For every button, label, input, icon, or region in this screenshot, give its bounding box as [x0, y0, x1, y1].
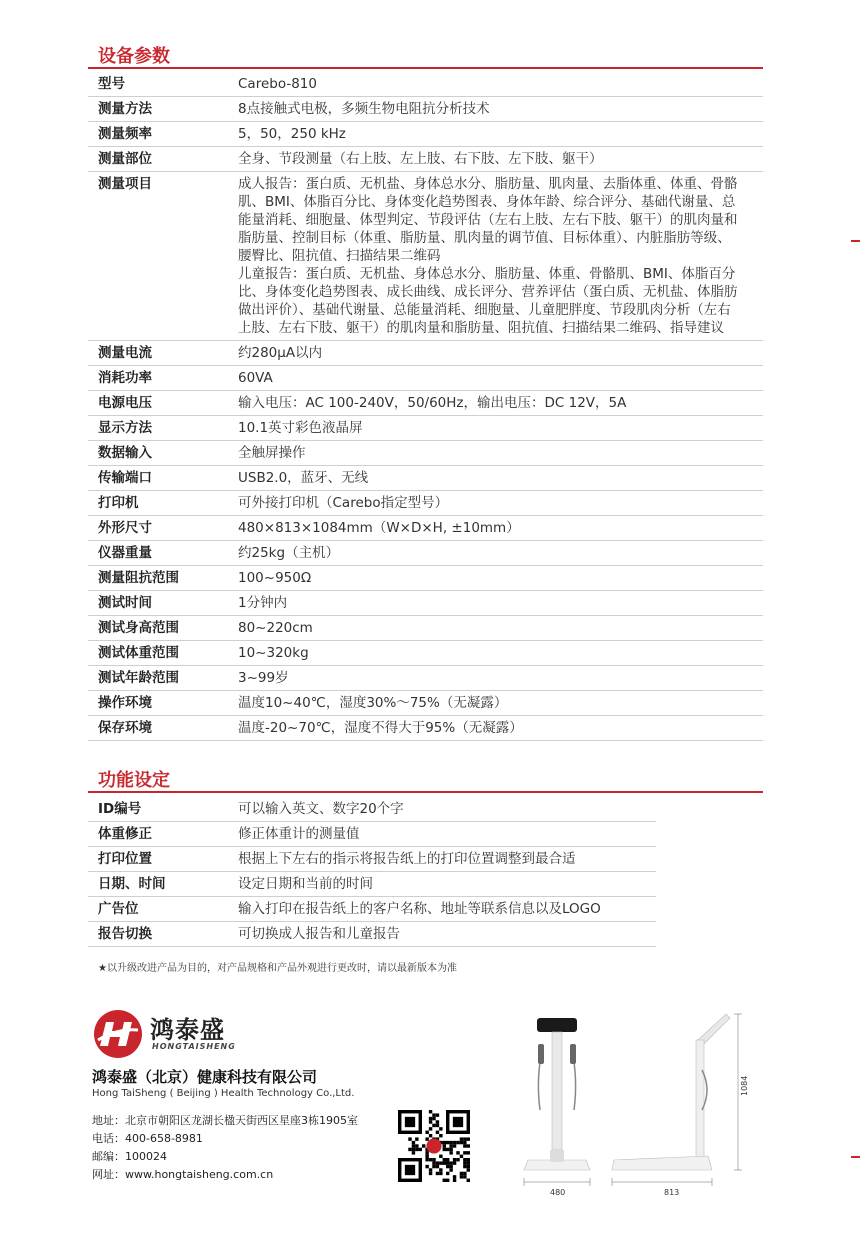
param-value	[238, 122, 763, 147]
param-value	[238, 97, 763, 122]
param-value	[238, 516, 763, 541]
param-row	[88, 491, 763, 516]
device-side-view	[612, 1014, 742, 1186]
brand-name-cn: 鸿泰盛	[150, 1016, 225, 1044]
param-value-line: 脂肪量、控制目标（体重、脂肪量、肌肉量的调节值、目标体重）、内脏脂肪等级、	[238, 230, 731, 246]
param-value-line: 约25kg（主机）	[238, 545, 340, 561]
param-row	[88, 666, 763, 691]
param-value-line: Carebo-810	[238, 76, 317, 92]
param-label: 仪器重量	[88, 541, 238, 566]
function-value: 输入打印在报告纸上的客户名称、地址等联系信息以及LOGO	[238, 897, 656, 922]
param-value-line: 上肢、左右下肢、躯干）的肌肉量和脂肪量、阻抗值、扫描结果二维码、指导建议	[238, 320, 724, 336]
param-value-line: 10~320kg	[238, 645, 309, 661]
function-row	[88, 872, 656, 897]
device-height-label: 1084	[740, 1075, 749, 1096]
param-row	[88, 341, 763, 366]
param-value-line: 8点接触式电极，多频生物电阻抗分析技术	[238, 101, 490, 117]
device-illustration	[516, 1010, 766, 1200]
function-row	[88, 847, 656, 872]
function-label: 报告切换	[88, 922, 238, 947]
param-value-line: USB2.0，蓝牙、无线	[238, 470, 369, 486]
param-value-line: 80~220cm	[238, 620, 313, 636]
param-value	[238, 466, 763, 491]
param-row	[88, 172, 763, 341]
param-value	[238, 591, 763, 616]
param-value-line: 温度10~40℃，湿度30%～75%（无凝露）	[238, 695, 508, 711]
param-row	[88, 616, 763, 641]
param-value	[238, 441, 763, 466]
param-value-line: 输入电压：AC 100-240V，50/60Hz，输出电压：DC 12V，5A	[238, 395, 627, 411]
disclaimer-note: ★以升级改进产品为目的，对产品规格和产品外观进行更改时，请以最新版本为准	[98, 963, 457, 974]
params-section-title: 设备参数	[98, 46, 170, 67]
function-value: 可切换成人报告和儿童报告	[238, 922, 656, 947]
param-label: 测量频率	[88, 122, 238, 147]
company-address: 地址：北京市朝阳区龙湖长楹天街西区星座3栋1905室	[92, 1114, 358, 1127]
param-label: 型号	[88, 72, 238, 97]
param-value-line: 成人报告：蛋白质、无机盐、身体总水分、脂肪量、肌肉量、去脂体重、体重、骨骼	[238, 176, 738, 192]
function-label: 体重修正	[88, 822, 238, 847]
param-value	[238, 691, 763, 716]
param-label: 消耗功率	[88, 366, 238, 391]
param-value-line: 能量消耗、细胞量、体型判定、节段评估（左右上肢、左右下肢、躯干）的肌肉量和	[238, 212, 738, 228]
param-value-line: 肌、BMI、体脂百分比、身体变化趋势图表、身体年龄、综合评分、基础代谢量、总	[238, 194, 736, 210]
param-label: 打印机	[88, 491, 238, 516]
functions-title-rule	[88, 791, 763, 793]
param-value-line: 480×813×1084mm（W×D×H, ±10mm）	[238, 520, 520, 536]
function-value: 修正体重计的测量值	[238, 822, 656, 847]
function-row	[88, 897, 656, 922]
device-depth-label: 813	[664, 1188, 680, 1197]
param-label: 操作环境	[88, 691, 238, 716]
param-value	[238, 147, 763, 172]
param-value-line: 100~950Ω	[238, 570, 312, 586]
param-label: 测量阻抗范围	[88, 566, 238, 591]
param-label: 测量方法	[88, 97, 238, 122]
param-label: 显示方法	[88, 416, 238, 441]
param-label: 测量项目	[88, 172, 238, 341]
param-value-line: 1分钟内	[238, 595, 288, 611]
param-row	[88, 466, 763, 491]
company-phone: 电话：400-658-8981	[92, 1132, 203, 1145]
param-value-line: 可外接打印机（Carebo指定型号）	[238, 495, 449, 511]
crop-mark	[851, 1156, 860, 1158]
crop-mark	[851, 240, 860, 242]
param-value	[238, 716, 763, 741]
param-row	[88, 591, 763, 616]
params-title-rule	[88, 67, 763, 69]
param-row	[88, 416, 763, 441]
param-label: 测试时间	[88, 591, 238, 616]
param-row	[88, 97, 763, 122]
param-value	[238, 72, 763, 97]
param-value-line: 腰臀比、阻抗值、扫描结果二维码	[238, 248, 441, 264]
function-value: 根据上下左右的指示将报告纸上的打印位置调整到最合适	[238, 847, 656, 872]
param-value-line: 60VA	[238, 370, 273, 386]
param-label: 测量电流	[88, 341, 238, 366]
param-value-line: 全身、节段测量（右上肢、左上肢、右下肢、左下肢、躯干）	[238, 151, 603, 167]
functions-table	[88, 797, 656, 947]
param-row	[88, 641, 763, 666]
param-value-line: 全触屏操作	[238, 445, 306, 461]
param-label: 测量部位	[88, 147, 238, 172]
param-label: 测试身高范围	[88, 616, 238, 641]
param-value	[238, 616, 763, 641]
param-row	[88, 366, 763, 391]
function-row	[88, 922, 656, 947]
param-value	[238, 566, 763, 591]
param-row	[88, 391, 763, 416]
param-value-line: 3~99岁	[238, 670, 289, 686]
function-row	[88, 797, 656, 822]
company-name-en: Hong TaiSheng ( Beijing ) Health Technology Co.,Ltd.	[92, 1088, 355, 1099]
param-value	[238, 491, 763, 516]
param-row	[88, 691, 763, 716]
function-value: 设定日期和当前的时间	[238, 872, 656, 897]
company-website: 网址：www.hongtaisheng.com.cn	[92, 1168, 274, 1181]
param-value-line: 做出评价）、基础代谢量、总能量消耗、细胞量、儿童肥胖度、节段肌肉分析（左右	[238, 302, 731, 318]
param-value	[238, 641, 763, 666]
param-label: 测试体重范围	[88, 641, 238, 666]
company-postcode: 邮编：100024	[92, 1150, 167, 1163]
param-label: 外形尺寸	[88, 516, 238, 541]
param-value	[238, 172, 763, 341]
param-value	[238, 341, 763, 366]
param-value-line: 比、身体变化趋势图表、成长曲线、成长评分、营养评估（蛋白质、无机盐、体脂肪	[238, 284, 738, 300]
param-label: 数据输入	[88, 441, 238, 466]
param-row	[88, 122, 763, 147]
param-value	[238, 416, 763, 441]
param-value	[238, 366, 763, 391]
param-value-line: 5，50，250 kHz	[238, 126, 346, 142]
device-width-label: 480	[550, 1188, 566, 1197]
function-label: ID编号	[88, 797, 238, 822]
param-label: 传输端口	[88, 466, 238, 491]
param-value	[238, 541, 763, 566]
param-value-line: 儿童报告：蛋白质、无机盐、身体总水分、脂肪量、体重、骨骼肌、BMI、体脂百分	[238, 266, 736, 282]
param-row	[88, 516, 763, 541]
param-row	[88, 541, 763, 566]
function-label: 广告位	[88, 897, 238, 922]
functions-section-title: 功能设定	[98, 770, 170, 791]
param-value-line: 温度-20~70℃，湿度不得大于95%（无凝露）	[238, 720, 523, 736]
param-row	[88, 566, 763, 591]
param-label: 电源电压	[88, 391, 238, 416]
param-label: 测试年龄范围	[88, 666, 238, 691]
brand-logo-icon	[92, 1008, 144, 1060]
function-row	[88, 822, 656, 847]
company-name-cn: 鸿泰盛（北京）健康科技有限公司	[92, 1068, 318, 1086]
param-label: 保存环境	[88, 716, 238, 741]
param-value	[238, 391, 763, 416]
param-row	[88, 441, 763, 466]
function-label: 打印位置	[88, 847, 238, 872]
function-label: 日期、时间	[88, 872, 238, 897]
param-row	[88, 716, 763, 741]
device-front-view	[524, 1018, 590, 1186]
param-value-line: 约280µA以内	[238, 345, 323, 361]
param-value	[238, 666, 763, 691]
qr-code-icon	[398, 1110, 470, 1182]
brand-name-en: HONGTAISHENG	[152, 1042, 236, 1051]
params-table	[88, 72, 763, 741]
function-value: 可以输入英文、数字20个字	[238, 797, 656, 822]
param-value-line: 10.1英寸彩色液晶屏	[238, 420, 363, 436]
param-row	[88, 72, 763, 97]
brand-logo	[92, 1008, 262, 1058]
param-row	[88, 147, 763, 172]
